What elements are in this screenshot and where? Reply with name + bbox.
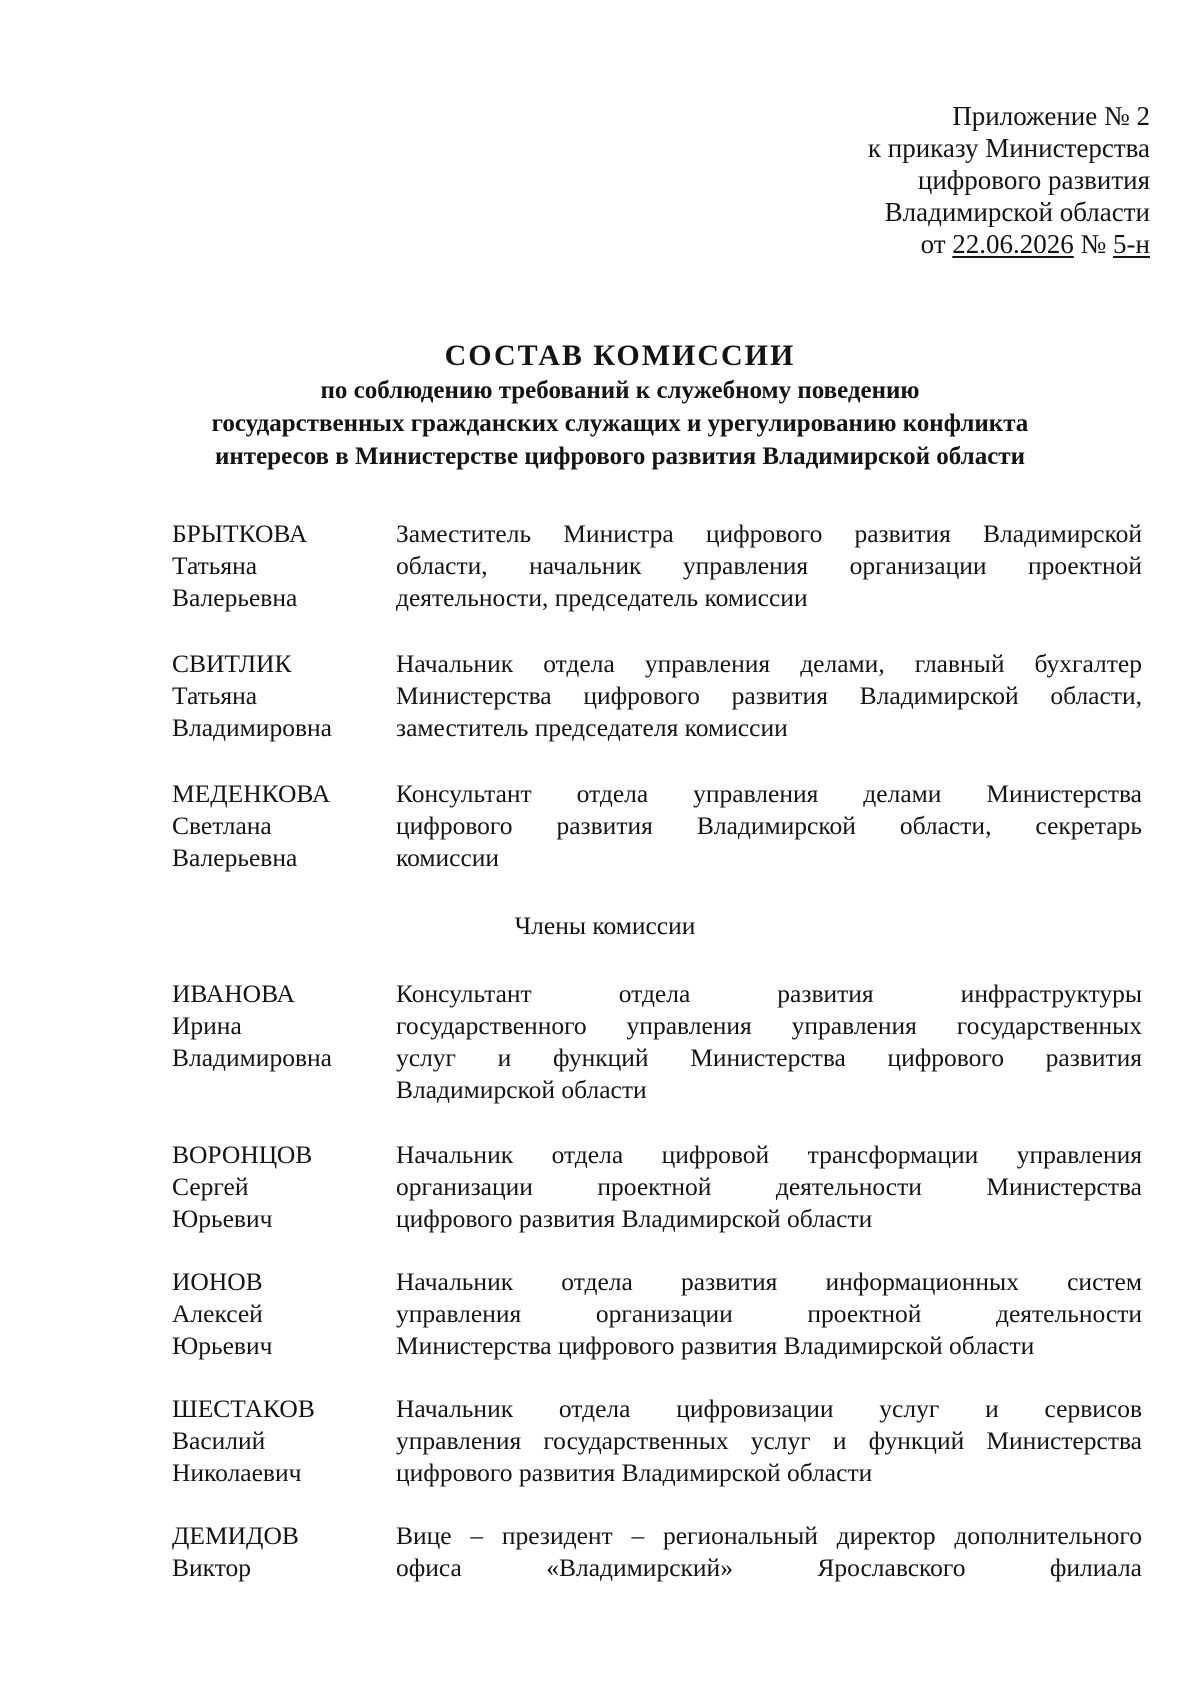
member-name <box>172 1393 382 1489</box>
position-line: услуг и функций Министерства цифрового развития <box>396 1043 1142 1072</box>
position-line: Вице – президент – региональный директор дополнительного <box>396 1521 1142 1550</box>
attachment-header <box>730 100 1150 260</box>
position-line: Владимирской области <box>396 1075 647 1104</box>
position-line: Начальник отдела цифровизации услуг и сервисов <box>396 1394 1142 1423</box>
position-line: Министерства цифрового развития Владимирской области, <box>396 681 1142 710</box>
member-patronymic: Валерьевна <box>172 583 298 612</box>
member-patronymic: Владимировна <box>172 1043 332 1072</box>
position-line: государственного управления управления государственных <box>396 1011 1142 1040</box>
member-patronymic: Владимировна <box>172 713 332 742</box>
member-surname: ВОРОНЦОВ <box>172 1140 313 1169</box>
member-first-name: Сергей <box>172 1172 249 1201</box>
member-position <box>396 518 1142 614</box>
member-name <box>172 1520 382 1584</box>
position-line: управления организации проектной деятельности <box>396 1299 1142 1328</box>
position-line: Начальник отдела цифровой трансформации управления <box>396 1140 1142 1169</box>
member-first-name: Татьяна <box>172 551 258 580</box>
member-name <box>172 978 382 1074</box>
member-position <box>396 1520 1142 1584</box>
member-patronymic: Юрьевич <box>172 1331 273 1360</box>
member-surname: ДЕМИДОВ <box>172 1521 299 1550</box>
title-sub-line-1: по соблюдению требований к служебному поведению <box>320 377 920 404</box>
position-line: Начальник отдела управления делами, главный бухгалтер <box>396 649 1142 678</box>
position-line: области, начальник управления организации проектной <box>396 551 1142 580</box>
attachment-line-2: к приказу Министерства <box>867 133 1150 163</box>
position-line: офиса «Владимирский» Ярославского филиала <box>396 1553 1142 1582</box>
member-position <box>396 1266 1142 1362</box>
position-line: Министерства цифрового развития Владимирской области <box>396 1331 1035 1360</box>
attachment-line-3: цифрового развития <box>917 165 1150 195</box>
member-position <box>396 978 1142 1106</box>
position-line: цифрового развития Владимирской области <box>396 1204 873 1233</box>
attachment-line-5 <box>730 228 1150 260</box>
position-line: Консультант отдела управления делами Министерства <box>396 779 1142 808</box>
position-line: цифрового развития Владимирской области, секретарь <box>396 811 1142 840</box>
position-line: комиссии <box>396 843 500 872</box>
title-sub-line-2: государственных гражданских служащих и урегулированию конфликта <box>211 410 1029 437</box>
position-line: управления государственных услуг и функций Министерства <box>396 1426 1142 1455</box>
position-line: Начальник отдела развития информационных систем <box>396 1267 1142 1296</box>
member-surname: БРЫТКОВА <box>172 519 308 548</box>
members-heading: Члены комиссии <box>514 911 696 940</box>
title-subtitle <box>120 374 1120 473</box>
date-prefix: от <box>920 229 953 259</box>
position-line: Заместитель Министра цифрового развития Владимирской <box>396 519 1142 548</box>
number-prefix: № <box>1073 229 1114 259</box>
title-sub-line-3: интересов в Министерстве цифрового развития Владимирской области <box>215 443 1025 470</box>
attachment-line-4: Владимирской области <box>884 197 1150 227</box>
member-name <box>172 1139 382 1235</box>
member-name <box>172 1266 382 1362</box>
member-first-name: Алексей <box>172 1299 263 1328</box>
member-name <box>172 518 382 614</box>
member-patronymic: Юрьевич <box>172 1204 273 1233</box>
member-name <box>172 648 382 744</box>
document-title <box>120 338 1120 473</box>
member-position <box>396 648 1142 744</box>
member-first-name: Виктор <box>172 1553 252 1582</box>
position-line: заместитель председателя комиссии <box>396 713 788 742</box>
member-first-name: Татьяна <box>172 681 258 710</box>
member-position <box>396 1393 1142 1489</box>
member-first-name: Светлана <box>172 811 272 840</box>
position-line: организации проектной деятельности Министерства <box>396 1172 1142 1201</box>
member-surname: ИОНОВ <box>172 1267 263 1296</box>
member-surname: ШЕСТАКОВ <box>172 1394 315 1423</box>
member-patronymic: Валерьевна <box>172 843 298 872</box>
member-first-name: Ирина <box>172 1011 242 1040</box>
member-position <box>396 778 1142 874</box>
title-main: СОСТАВ КОМИССИИ <box>444 339 796 372</box>
order-date: 22.06.2026 <box>952 229 1074 259</box>
member-name <box>172 778 382 874</box>
member-surname: ИВАНОВА <box>172 979 295 1008</box>
position-line: Консультант отдела развития инфраструктуры <box>396 979 1142 1008</box>
order-number: 5-н <box>1113 229 1150 259</box>
position-line: деятельности, председатель комиссии <box>396 583 808 612</box>
member-first-name: Василий <box>172 1426 266 1455</box>
member-surname: МЕДЕНКОВА <box>172 779 331 808</box>
member-surname: СВИТЛИК <box>172 649 292 678</box>
member-position <box>396 1139 1142 1235</box>
position-line: цифрового развития Владимирской области <box>396 1458 873 1487</box>
attachment-line-1: Приложение № 2 <box>952 101 1150 131</box>
member-patronymic: Николаевич <box>172 1458 302 1487</box>
